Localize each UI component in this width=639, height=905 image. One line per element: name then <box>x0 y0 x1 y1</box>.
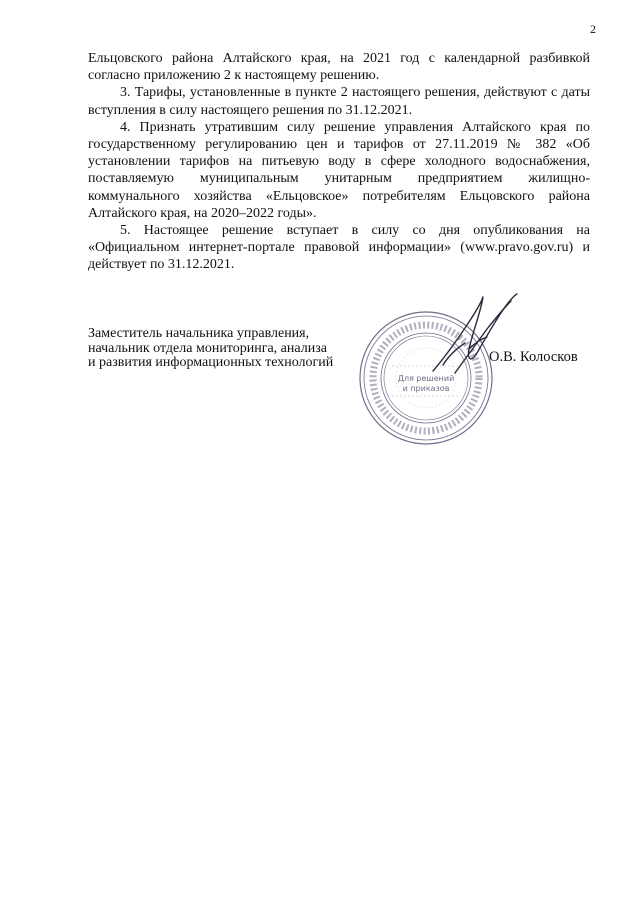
paragraph-item-3: 3. Тарифы, установленные в пункте 2 настоящего решения, действуют с даты вступления в силу настоящего решения по 31.12.2021. <box>88 85 590 118</box>
seal-inner-text-line: и приказов <box>402 384 450 393</box>
handwritten-signature <box>425 285 525 385</box>
paragraph-item-5: 5. Настоящее решение вступает в силу со дня опубликования на «Официальном интернет-портале правовой информации» (www.pravo.gov.ru) и действует по 31.12.2021. <box>88 223 590 273</box>
signatory-position-line: и развития информационных технологий <box>88 355 334 370</box>
signatory-position-line: Заместитель начальника управления, <box>88 326 310 341</box>
document-body <box>88 50 590 274</box>
signatory-position <box>88 327 388 371</box>
seal-inner-text-line: Для решений <box>397 374 455 383</box>
paragraph-continuation: Ельцовского района Алтайского края, на 2021 год с календарной разбивкой согласно приложению 2 к настоящему решению. <box>88 51 590 84</box>
paragraph-item-4: 4. Признать утратившим силу решение управления Алтайского края по государственному регулированию цен и тарифов от 27.11.2019 № 382 «Об установлении тарифов на питьевую воду в сфере холодного водоснабжения, поставляемую муниципальным унитарным предприятием жилищно-коммунального хозяйства «Ельцовское» потребителям Ельцовского района Алтайского края, на 2020–2022 годы». <box>88 119 590 221</box>
signatory-position-line: начальник отдела мониторинга, анализа <box>88 340 327 356</box>
signatory-name: О.В. Колосков <box>489 349 578 365</box>
page-number: 2 <box>590 22 596 36</box>
